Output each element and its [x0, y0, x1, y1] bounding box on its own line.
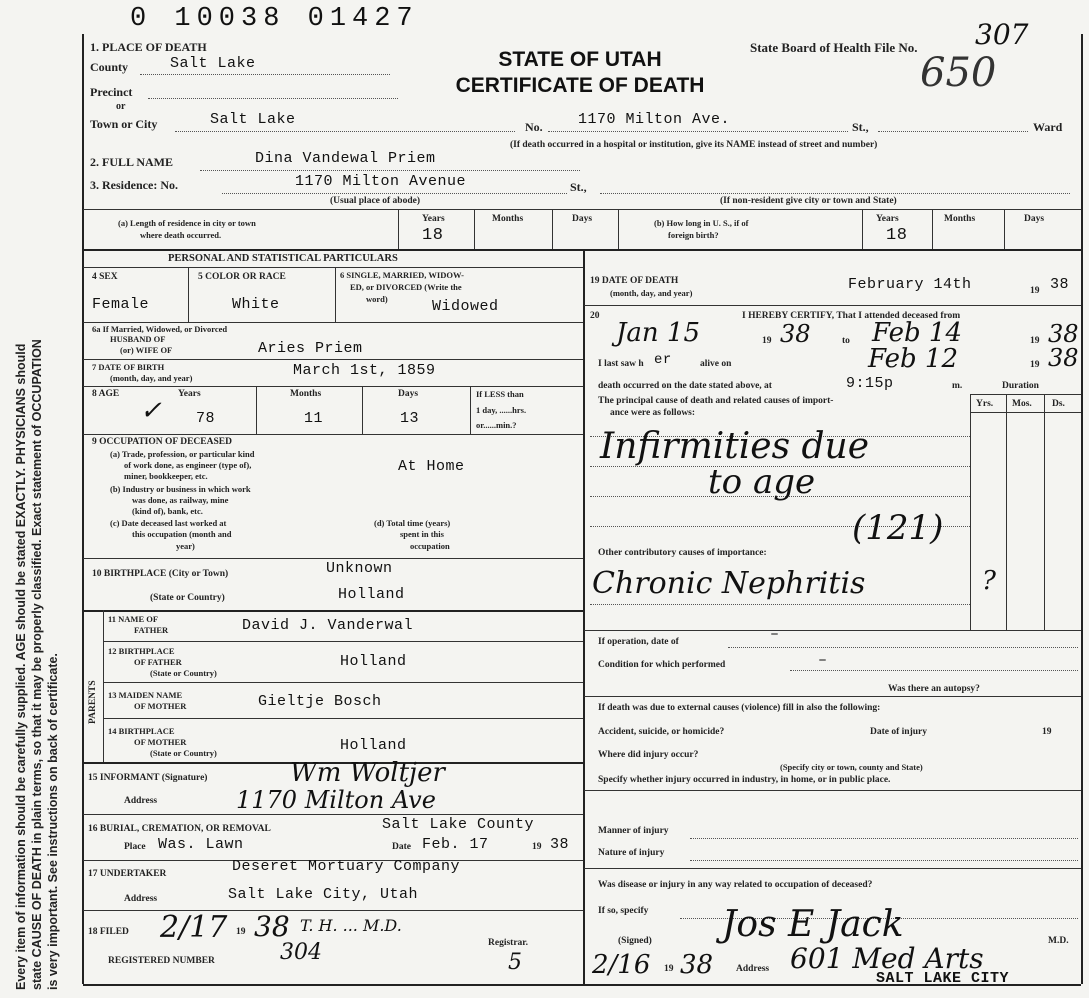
cause-line — [590, 604, 970, 605]
duration-col — [1006, 394, 1007, 630]
registrar-mark: 5 — [508, 950, 522, 975]
cell-divider — [188, 267, 189, 322]
specify-label: Specify whether injury occurred in industry, in home, or in public place. — [598, 775, 891, 785]
attended-from-year: 38 — [780, 320, 811, 348]
us-years-label: Years — [876, 214, 899, 224]
row-line — [584, 790, 1081, 791]
cell-divider — [552, 209, 553, 249]
registered-number-label: REGISTERED NUMBER — [108, 956, 215, 966]
registrar-signature: T. H. ... M.D. — [300, 916, 402, 935]
age-days-value: 13 — [400, 410, 420, 427]
row-line — [83, 267, 583, 268]
length-years-label: Years — [422, 214, 445, 224]
age-months-label: Months — [290, 389, 322, 399]
residence-row-bottom — [83, 249, 1081, 251]
attended-from-year-prefix: 19 — [762, 336, 772, 346]
marital-label-a: 6 SINGLE, MARRIED, WIDOW- — [340, 270, 464, 280]
cell-divider — [398, 209, 399, 249]
occ-a2: of work done, as engineer (type of), — [124, 460, 252, 470]
less-label-c: or......min.? — [476, 420, 517, 430]
burial-date: Feb. 17 — [422, 836, 489, 853]
field-line — [728, 647, 1078, 648]
row-line — [584, 696, 1081, 697]
cell-divider — [932, 209, 933, 249]
attended-from: Jan 15 — [616, 318, 701, 348]
mother-bp-value: Holland — [340, 737, 407, 754]
file-label: State Board of Health File No. — [750, 40, 918, 55]
injury-date-label: Date of injury — [870, 727, 927, 737]
mos-label: Mos. — [1012, 399, 1032, 409]
place-header: 1. PLACE OF DEATH — [90, 40, 207, 54]
spouse-label-b: HUSBAND OF — [110, 334, 166, 344]
row-line — [83, 558, 583, 559]
to-label: to — [842, 336, 850, 346]
cell-divider — [256, 386, 257, 434]
residence-line-2 — [600, 193, 1070, 194]
parents-divider — [103, 610, 104, 762]
birthplace-state-label: (State or Country) — [150, 593, 225, 603]
occ-b2: was done, as railway, mine — [132, 495, 229, 505]
side-instruction-line-1: Every item of information should be carefully supplied. AGE should be stated EXACTLY. PHYSICIANS should — [14, 343, 28, 990]
place-label: Place — [124, 842, 146, 852]
age-checkmark: ✓ — [140, 396, 162, 426]
occ-c1: (c) Date deceased last worked at — [110, 518, 227, 528]
center-divider — [583, 249, 585, 984]
cell-divider — [474, 209, 475, 249]
st-label: St., — [852, 120, 869, 134]
certify-text: I HEREBY CERTIFY, That I attended deceased from — [742, 311, 961, 321]
mother-label-b: OF MOTHER — [134, 701, 187, 711]
length-label-b: where death occurred. — [140, 230, 222, 240]
town-value: Salt Lake — [210, 111, 296, 128]
row-line — [83, 359, 583, 360]
md-label: M.D. — [1048, 936, 1069, 946]
signed-year: 38 — [680, 950, 714, 980]
county-line — [140, 74, 390, 75]
occ-a3: miner, bookkeeper, etc. — [124, 471, 208, 481]
precinct-label: Precinct — [90, 85, 133, 99]
informant-signature: Wm Woltjer — [290, 758, 445, 788]
us-label-a: (b) How long in U. S., if of — [654, 218, 749, 228]
burial-year-prefix: 19 — [532, 842, 542, 852]
row-line — [584, 868, 1081, 869]
dod-label-a: 19 DATE OF DEATH — [590, 276, 679, 286]
condition-label: Condition for which performed — [598, 660, 726, 670]
row-line — [584, 305, 1081, 306]
undertaker-address-label: Address — [124, 894, 158, 904]
cause-line-1: Infirmities due — [600, 426, 870, 467]
age-days-label: Days — [398, 389, 419, 399]
burial-date-label: Date — [392, 842, 411, 852]
occ-a1: (a) Trade, profession, or particular kind — [110, 449, 255, 459]
occupation-label: 9 OCCUPATION OF DECEASED — [92, 437, 232, 447]
title-state: STATE OF UTAH — [498, 48, 662, 71]
occ-d2: spent in this — [400, 529, 444, 539]
father-label-b: FATHER — [134, 625, 169, 635]
row-line — [103, 682, 583, 683]
field-line — [690, 860, 1078, 861]
if-so-label: If so, specify — [598, 906, 649, 916]
father-bp-label-b: OF FATHER — [134, 657, 182, 667]
ds-label: Ds. — [1052, 399, 1065, 409]
condition-value: – — [818, 652, 828, 669]
name-label: 2. FULL NAME — [90, 155, 174, 169]
signed-label: (Signed) — [618, 936, 652, 946]
spouse-label-a: 6a If Married, Widowed, or Divorced — [92, 324, 228, 334]
row-line — [103, 641, 583, 642]
last-saw-her: er — [654, 352, 672, 368]
marital-label-c: word) — [366, 294, 388, 304]
row-line — [83, 322, 583, 323]
us-days-label: Days — [1024, 214, 1045, 224]
duration-col — [970, 394, 971, 630]
father-label-a: 11 NAME OF — [108, 614, 159, 624]
us-months-label: Months — [944, 214, 976, 224]
contrib-label: Other contributory causes of importance: — [598, 548, 767, 558]
usual-abode-note: (Usual place of abode) — [330, 196, 420, 206]
name-line — [200, 170, 580, 171]
ward-label: Ward — [1033, 120, 1063, 134]
dod-value: February 14th — [848, 276, 972, 293]
signed-signature: Jos E Jack — [722, 904, 904, 945]
signed-address: 601 Med Arts — [790, 942, 984, 975]
mother-bp-label-c: (State or Country) — [150, 748, 217, 758]
dod-label-b: (month, day, and year) — [610, 288, 693, 298]
mother-bp-label-a: 14 BIRTHPLACE — [108, 726, 175, 736]
row-line — [83, 610, 583, 612]
dod-year-prefix: 19 — [1030, 286, 1040, 296]
side-instruction-line-3: is very important. See instructions on back of certificate. — [46, 653, 60, 990]
cell-divider — [862, 209, 863, 249]
field-line — [790, 670, 1078, 671]
precinct-line — [148, 98, 398, 99]
father-bp-label-c: (State or Country) — [150, 668, 217, 678]
registered-number: 304 — [280, 940, 322, 965]
birthplace-label: 10 BIRTHPLACE (City or Town) — [92, 569, 229, 579]
last-saw-date: Feb 12 — [868, 344, 958, 374]
cause-line-2: to age — [708, 462, 816, 502]
age-months-value: 11 — [304, 410, 324, 427]
father-value: David J. Vanderwal — [242, 617, 414, 634]
row-line — [83, 814, 583, 815]
last-saw-label: I last saw h — [598, 359, 644, 369]
occupation-value: At Home — [398, 458, 465, 475]
signed-date: 2/16 — [592, 950, 651, 980]
informant-address-label: Address — [124, 796, 158, 806]
contrib-duration: ? — [982, 566, 996, 596]
spouse-label-c: (or) WIFE OF — [120, 345, 173, 355]
death-occurred-label: death occurred on the date stated above, at — [598, 381, 772, 391]
cause-label-a: The principal cause of death and related causes of import- — [598, 396, 834, 406]
residence-value: 1170 Milton Avenue — [295, 173, 467, 190]
filed-label: 18 FILED — [88, 927, 129, 937]
marital-label-b: ED, or DIVORCED (Write the — [350, 282, 462, 292]
town-line — [175, 131, 515, 132]
death-time: 9:15p — [846, 375, 894, 392]
residence-line — [222, 193, 567, 194]
burial-value: Salt Lake County — [382, 816, 535, 833]
external-label: If death was due to external causes (violence) fill in also the following: — [598, 703, 881, 713]
form-bottom-border — [83, 984, 1081, 986]
age-years-value: 78 — [196, 410, 216, 427]
signed-address-label: Address — [736, 964, 770, 974]
ward-line — [878, 131, 1028, 132]
title-certificate: CERTIFICATE OF DEATH — [455, 74, 705, 97]
injury-year-label: 19 — [1042, 727, 1052, 737]
county-label: County — [90, 60, 129, 74]
name-value: Dina Vandewal Priem — [255, 150, 436, 167]
yrs-label: Yrs. — [976, 399, 994, 409]
form-left-border — [82, 34, 84, 984]
spouse-value: Aries Priem — [258, 340, 363, 357]
burial-place: Was. Lawn — [158, 836, 244, 853]
sex-label: 4 SEX — [92, 272, 118, 282]
attended-to: Feb 14 — [872, 318, 962, 348]
occupation-related-label: Was disease or injury in any way related to occupation of deceased? — [598, 880, 873, 890]
father-bp-value: Holland — [340, 653, 407, 670]
undertaker-label: 17 UNDERTAKER — [88, 869, 167, 879]
length-years-value: 18 — [422, 226, 444, 245]
signed-year-prefix: 19 — [664, 964, 674, 974]
mother-bp-label-b: OF MOTHER — [134, 737, 187, 747]
length-days-label: Days — [572, 214, 593, 224]
mother-value: Gieltje Bosch — [258, 693, 382, 710]
last-saw-year: 38 — [1048, 344, 1079, 372]
file-number: 307 — [975, 18, 1029, 51]
occ-b1: (b) Industry or business in which work — [110, 484, 251, 494]
undertaker-address: Salt Lake City, Utah — [228, 886, 419, 903]
marital-value: Widowed — [432, 298, 499, 315]
cause-code: (121) — [852, 508, 944, 548]
occ-c2: this occupation (month and — [132, 529, 232, 539]
less-label-b: 1 day, ......hrs. — [476, 405, 527, 415]
cell-divider — [618, 209, 619, 249]
last-saw-year-prefix: 19 — [1030, 360, 1040, 370]
contrib-value: Chronic Nephritis — [592, 566, 866, 601]
row-line — [970, 394, 1081, 395]
row-line — [970, 412, 1081, 413]
age-label: 8 AGE — [92, 389, 120, 399]
cell-divider — [362, 386, 363, 434]
operation-value: – — [770, 626, 780, 643]
dob-label-b: (month, day, and year) — [110, 373, 193, 383]
street-line — [548, 131, 848, 132]
cell-divider — [335, 267, 336, 322]
serial-number: 0 10038 01427 — [130, 4, 419, 34]
cell-divider — [470, 386, 471, 434]
cause-label-b: ance were as follows: — [610, 408, 696, 418]
nonresident-note: (If non-resident give city or town and State) — [720, 196, 897, 206]
parents-side-label: PARENTS — [88, 680, 98, 724]
length-months-label: Months — [492, 214, 524, 224]
father-bp-label-a: 12 BIRTHPLACE — [108, 646, 175, 656]
registrar-label: Registrar. — [488, 938, 529, 948]
informant-label: 15 INFORMANT (Signature) — [88, 773, 208, 783]
manner-label: Manner of injury — [598, 826, 669, 836]
filed-year: 38 — [254, 910, 290, 943]
personal-header: PERSONAL AND STATISTICAL PARTICULARS — [168, 253, 398, 264]
residence-label: 3. Residence: No. — [90, 178, 178, 192]
operation-label: If operation, date of — [598, 637, 679, 647]
row-line — [584, 630, 1081, 631]
side-instruction-line-2: state CAUSE OF DEATH in plain terms, so that it may be properly classified. Exact statement of OCCUPATION — [30, 339, 44, 990]
town-label: Town or City — [90, 117, 158, 131]
or-label: or — [116, 101, 126, 112]
form-right-border — [1081, 34, 1083, 984]
us-years-value: 18 — [886, 226, 908, 245]
dob-value: March 1st, 1859 — [293, 362, 436, 379]
race-label: 5 COLOR OR RACE — [198, 272, 286, 282]
signed-city: SALT LAKE CITY — [876, 970, 1010, 987]
dob-label-a: 7 DATE OF BIRTH — [92, 362, 165, 372]
age-years-label: Years — [178, 389, 201, 399]
burial-year: 38 — [550, 836, 570, 853]
mother-label-a: 13 MAIDEN NAME — [108, 690, 183, 700]
row-line — [83, 434, 583, 435]
street-value: 1170 Milton Ave. — [578, 111, 731, 128]
row-line — [83, 910, 583, 911]
field-line — [690, 838, 1078, 839]
where-note: (Specify city or town, county and State) — [780, 762, 923, 772]
file-number-handwritten: 650 — [920, 50, 997, 96]
informant-address: 1170 Milton Ave — [236, 786, 436, 814]
attended-to-year: 38 — [1048, 320, 1079, 348]
nature-label: Nature of injury — [598, 848, 665, 858]
duration-col — [1044, 394, 1045, 630]
hospital-note: (If death occurred in a hospital or institution, give its NAME instead of street and number) — [510, 140, 878, 150]
alive-on-label: alive on — [700, 359, 732, 369]
occ-d1: (d) Total time (years) — [374, 518, 451, 528]
birthplace-city-value: Unknown — [326, 560, 393, 577]
sex-value: Female — [92, 296, 150, 313]
attended-to-year-prefix: 19 — [1030, 336, 1040, 346]
length-label-a: (a) Length of residence in city or town — [118, 218, 256, 228]
certify-number: 20 — [590, 311, 600, 321]
filed-year-prefix: 19 — [236, 927, 246, 937]
no-label: No. — [525, 120, 543, 134]
cell-divider — [1004, 209, 1005, 249]
us-label-b: foreign birth? — [668, 230, 719, 240]
row-line — [103, 718, 583, 719]
less-label-a: If LESS than — [476, 389, 524, 399]
occ-c3: year) — [176, 541, 195, 551]
occ-d3: occupation — [410, 541, 450, 551]
birthplace-country-value: Holland — [338, 586, 405, 603]
residence-st-label: St., — [570, 180, 587, 194]
autopsy-label: Was there an autopsy? — [888, 684, 980, 694]
county-value: Salt Lake — [170, 55, 256, 72]
dod-year: 38 — [1050, 276, 1070, 293]
where-label: Where did injury occur? — [598, 750, 699, 760]
burial-label: 16 BURIAL, CREMATION, OR REMOVAL — [88, 824, 271, 834]
undertaker-value: Deseret Mortuary Company — [232, 858, 461, 875]
occ-b3: (kind of), bank, etc. — [132, 506, 203, 516]
race-value: White — [232, 296, 280, 313]
accident-label: Accident, suicide, or homicide? — [598, 727, 725, 737]
duration-label: Duration — [1002, 381, 1039, 391]
row-line — [83, 386, 583, 387]
m-label: m. — [952, 381, 963, 391]
filed-date: 2/17 — [160, 910, 228, 945]
